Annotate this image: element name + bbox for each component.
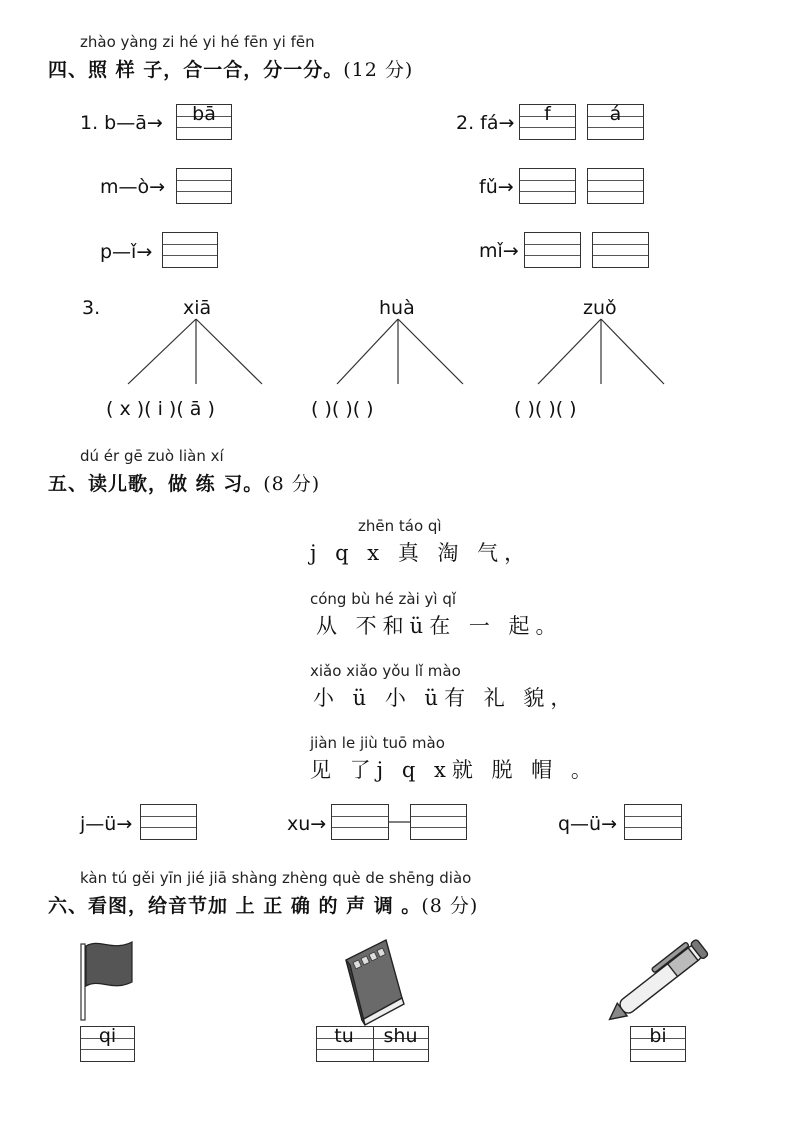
q3-answer-2[interactable]: ( )( )( ): [311, 398, 374, 420]
poem-line2: 从 不和ü在 一 起。: [316, 614, 563, 638]
q3-word-2: huà: [379, 297, 415, 319]
ex-ju-prefix: j—ü→: [80, 813, 133, 835]
q3-number: 3.: [82, 297, 101, 319]
bi-grid[interactable]: bi: [630, 1026, 686, 1062]
tushu-grid[interactable]: [316, 1026, 429, 1062]
q3-word-3: zuǒ: [583, 297, 617, 319]
q1-example-grid: bā: [176, 104, 232, 140]
poem-line3-pinyin: xiǎo xiǎo yǒu lǐ mào: [310, 662, 461, 680]
q3-answer-3[interactable]: ( )( )( ): [514, 398, 577, 420]
section5-title: 五、读儿歌，做 练 习。(8 分): [48, 473, 321, 495]
q3-answer-1: ( x )( i )( ā ): [106, 398, 215, 420]
section6-pinyin: kàn tú gěi yīn jié jiā shàng zhèng què de shēng diào: [80, 869, 472, 887]
qi-grid[interactable]: qi: [80, 1026, 135, 1062]
poem-line3: 小 ü 小 ü有 礼 貌，: [313, 686, 578, 710]
poem-line2-pinyin: cóng bù hé zài yì qǐ: [310, 590, 457, 608]
q1c-prefix: p—ǐ→: [100, 241, 153, 263]
q2b-prefix: fǔ→: [479, 176, 514, 198]
poem-line1-pinyin: zhēn táo qì: [358, 517, 442, 535]
q1-prefix: 1. b—ā→: [80, 112, 163, 134]
q2-example-grid-initial: f: [519, 104, 576, 140]
section6-title: 六、看图，给音节加 上 正 确 的 声 调 。(8 分): [48, 895, 479, 917]
q1b-prefix: m—ò→: [100, 176, 166, 198]
poem-line4-pinyin: jiàn le jiù tuō mào: [310, 734, 445, 752]
q2-example-grid-final: á: [587, 104, 644, 140]
ex-xu-prefix: xu→: [287, 813, 327, 835]
section5-pinyin: dú ér gē zuò liàn xí: [80, 447, 224, 465]
section4-pinyin: zhào yàng zi hé yi hé fēn yi fēn: [80, 33, 315, 51]
q2c-prefix: mǐ→: [479, 240, 519, 262]
q2-prefix: 2. fá→: [456, 112, 515, 134]
shu-syllable: shu: [383, 1025, 418, 1047]
poem-line4: 见 了j q x就 脱 帽 。: [310, 758, 598, 782]
q3-word-1: xiā: [183, 297, 212, 319]
section4-title: 四、照 样 子，合一合，分一分。(12 分): [48, 59, 414, 81]
ex-qu-prefix: q—ü→: [558, 813, 618, 835]
poem-line1: j q x 真 淘 气，: [310, 541, 532, 565]
tu-syllable: tu: [334, 1025, 354, 1047]
